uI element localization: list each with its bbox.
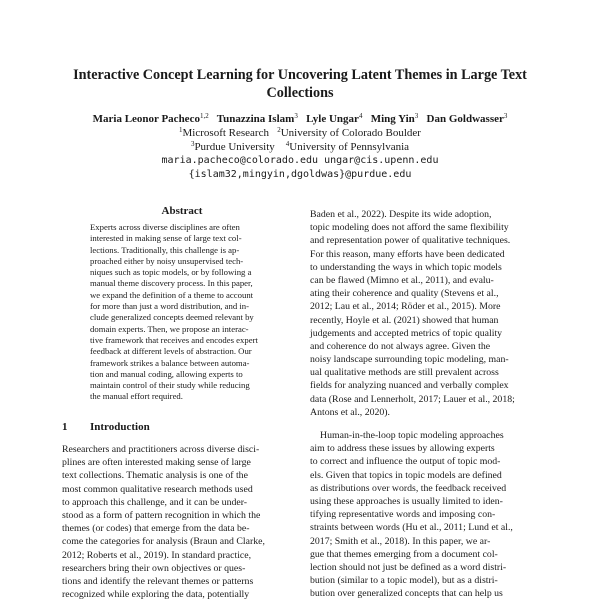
- affiliation-line-1: [40, 126, 560, 140]
- affiliation-name: Microsoft Research: [182, 127, 269, 139]
- section-number: 1: [62, 421, 68, 433]
- author-sup: 3: [503, 112, 508, 120]
- email-line: maria.pacheco@colorado.edu ungar@cis.upenn.edu: [161, 155, 439, 166]
- body-line: fields for analyzing nuanced and verbally complex: [310, 380, 509, 392]
- body-line: 2012; Roberts et al., 2019). In standard practice,: [62, 549, 252, 561]
- author-name: Maria Leonor Pacheco: [92, 113, 200, 125]
- section-heading-introduction: [62, 421, 150, 433]
- body-line: to correct and influence the output of topic mod-: [310, 456, 501, 468]
- body-line: to understanding the ways in which topic models: [310, 261, 502, 273]
- body-line: noisy landscape surrounding topic modeling, man-: [310, 354, 509, 366]
- body-line: and coherence do not always agree. Given the: [310, 340, 491, 352]
- abstract-line: maintain control of their study while reducing: [90, 380, 250, 391]
- abstract-heading: Abstract: [161, 205, 203, 217]
- body-line: straints between words (Hu et al., 2011; Lund et al.,: [310, 522, 513, 534]
- body-line: Baden et al., 2022). Despite its wide adoption,: [310, 209, 492, 220]
- body-line: recently, Hoyle et al. (2021) showed that human: [310, 314, 499, 326]
- body-line: most common qualitative research methods used: [62, 483, 253, 495]
- abstract-line: feedback at different levels of abstraction. Our: [90, 346, 252, 357]
- right-column-body: [310, 208, 550, 600]
- abstract-line: proached either by noisy unsupervised tech-: [90, 255, 244, 266]
- abstract-line: Experts across diverse disciplines are often: [90, 222, 240, 232]
- email-line: {islam32,mingyin,dgoldwas}@purdue.edu: [188, 169, 412, 180]
- body-line: ual qualitative methods are still prevalent across: [310, 367, 499, 379]
- body-line: lection should not just be defined as a word distri-: [310, 561, 507, 573]
- affil-sup: 4: [285, 140, 290, 148]
- abstract-line: tion and manual coding, allowing experts to: [90, 368, 243, 379]
- left-column-body: [62, 443, 300, 601]
- body-line: researchers bring their own objectives or ques-: [62, 562, 246, 574]
- section-title: Introduction: [90, 421, 150, 433]
- body-line: 2017; Smith et al., 2018). In this paper, we ar-: [310, 535, 491, 547]
- body-line: data (Rose and Lennerholt, 2017; Lauer et al., 2018;: [310, 393, 515, 405]
- author-list: [40, 112, 560, 126]
- body-line: and representation power of qualitative techniques.: [310, 235, 511, 247]
- body-line: tions and identify the relevant themes or patterns: [62, 575, 254, 587]
- abstract-line: lections. Traditionally, this challenge is ap-: [90, 244, 240, 255]
- body-line: els. Given that topics in topic models are defined: [310, 469, 502, 481]
- author-sup: 1,2: [199, 112, 209, 120]
- abstract-line: the manual effort required.: [90, 391, 183, 402]
- abstract-body: [90, 222, 280, 403]
- affiliation-line-2: [40, 140, 560, 154]
- affil-sup: 3: [190, 140, 195, 148]
- author-sup: 4: [358, 112, 363, 120]
- title-line: Collections: [266, 85, 334, 101]
- body-line: Researchers and practitioners across diverse disci-: [62, 444, 260, 455]
- abstract-line: clude generalized concepts deemed relevant by: [90, 312, 254, 323]
- author-sup: 3: [294, 112, 298, 120]
- body-line: bution (similar to a topic model), but as a distri-: [310, 575, 498, 587]
- author-name: Dan Goldwasser: [426, 113, 504, 125]
- author-name: Ming Yin: [370, 113, 415, 125]
- author-name: Lyle Ungar: [306, 113, 359, 125]
- body-line: Human-in-the-loop topic modeling approaches: [320, 430, 504, 441]
- body-line: ating their coherence and quality (Stevens et al.,: [310, 288, 499, 300]
- abstract-line: framework strikes a balance between automa-: [90, 357, 250, 368]
- body-line: For this reason, many efforts have been dedicated: [310, 248, 505, 260]
- title-line: Interactive Concept Learning for Uncovering Latent Themes in Large Text: [73, 67, 527, 83]
- affiliation-name: University of Pennsylvania: [289, 141, 410, 153]
- author-sup: 3: [414, 112, 419, 120]
- abstract-line: domain experts. Then, we propose an interac-: [90, 323, 249, 334]
- affiliation-name: Purdue University: [194, 141, 275, 153]
- body-line: themes (or codes) that emerge from the data be-: [62, 523, 250, 535]
- body-line: gue that themes emerging from a document col-: [310, 548, 498, 560]
- abstract-line: for more than just a word distribution, and in-: [90, 301, 250, 312]
- body-line: bution over generalized concepts that can help us: [310, 588, 503, 600]
- paper-title: [60, 66, 540, 102]
- body-line: 2012; Lau et al., 2014; Röder et al., 2015). More: [310, 301, 501, 313]
- abstract-line: interested in making sense of large text col-: [90, 233, 242, 244]
- body-line: Antons et al., 2020).: [310, 406, 390, 418]
- body-line: plines are often interested making sense of large: [62, 457, 251, 469]
- abstract-line: niques such as topic models, or by following a: [90, 267, 252, 278]
- affil-sup: 2: [277, 126, 281, 134]
- body-line: come the categories for analysis (Braun and Clarke,: [62, 536, 265, 548]
- abstract-line: we expand the definition of a theme to account: [90, 289, 254, 300]
- body-line: text collections. Thematic analysis is one of the: [62, 470, 248, 482]
- body-line: using these approaches is usually limited to iden-: [310, 495, 503, 507]
- body-line: judgements and accepted metrics of topic quality: [310, 327, 503, 339]
- body-line: to approach this challenge, and it can be under-: [62, 496, 248, 508]
- body-line: can be flawed (Mimno et al., 2011), and evalu-: [310, 274, 494, 286]
- body-line: recognized while exploring the data, potentially: [62, 589, 250, 601]
- body-line: stood as a form of pattern recognition in which the: [62, 509, 261, 521]
- body-line: topic modeling does not afford the same flexibility: [310, 222, 509, 234]
- body-line: as distributions over words, the feedback received: [310, 482, 507, 494]
- author-name: Tunazzina Islam: [216, 113, 295, 125]
- abstract-line: tive framework that receives and encodes expert: [90, 334, 258, 345]
- abstract-line: manual theme discovery process. In this paper,: [90, 278, 253, 289]
- affiliation-name: University of Colorado Boulder: [280, 127, 421, 139]
- body-line: aim to address these issues by allowing experts: [310, 443, 495, 455]
- body-line: tifying representative words and imposing con-: [310, 509, 496, 521]
- affil-sup: 1: [179, 126, 183, 134]
